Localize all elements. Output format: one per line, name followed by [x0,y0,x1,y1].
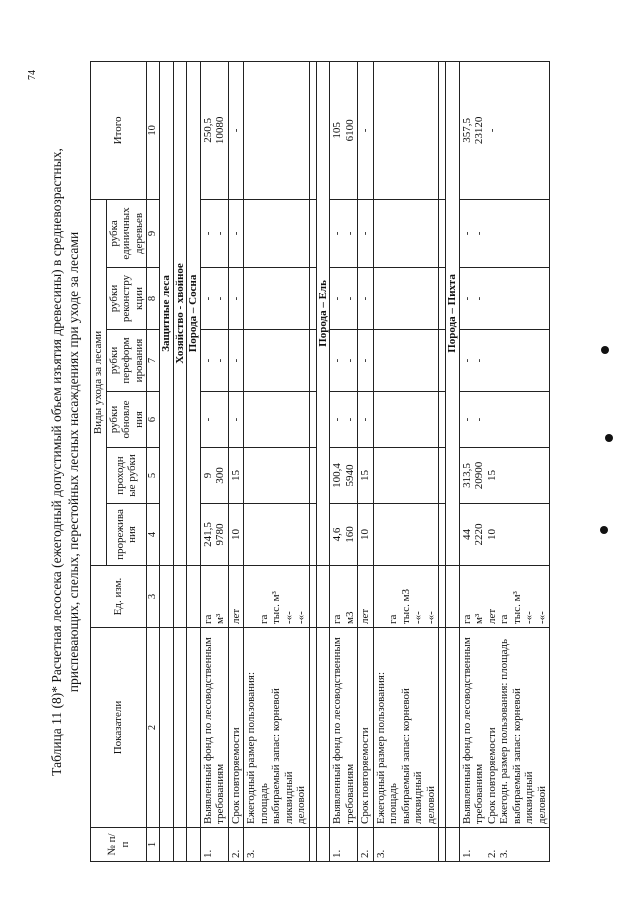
header-num: № п/п [91,828,147,862]
cell-single-tree: - - [459,199,550,267]
row-unit: га тыс. м³ -«- -«- [244,566,310,628]
row-num: 1. [330,828,358,862]
species-spruce: Порода – Ель [316,61,330,565]
cell-reconstruction: - - [330,268,358,330]
species-row [316,61,330,861]
table-title [48,62,82,862]
cell-thinning: 4,6 160 [330,504,358,566]
row-unit: лет [228,566,244,628]
cell-total: - [358,61,374,199]
row-num: 2. [228,828,244,862]
row-unit: лет [358,566,374,628]
species-row [187,61,201,861]
colnum-7: 7 [147,330,160,392]
scan-mark [601,346,609,354]
row-num: 2. [358,828,374,862]
section-farm: Хозяйство - хвойное [173,61,187,565]
header-single-tree-cut: рубка единичных деревьев [106,199,147,267]
colnum-2: 2 [147,628,160,828]
row-unit: га м3 [330,566,358,628]
header-indicator: Показатели [91,628,147,828]
cell-total: 105 6100 [330,61,358,199]
scan-mark [600,526,608,534]
table-row [373,61,439,861]
cell-total: 357,5 23120 - [459,61,550,199]
species-fir: Порода – Пихта [446,61,460,565]
header-thinning: прорежива ния [106,504,147,566]
cell-single-tree: - - [330,199,358,267]
cell-renewal: - [358,392,374,448]
table-row [244,61,310,861]
cell-reconstruction: - - [459,268,550,330]
column-number-row [147,61,160,861]
title-line-2: приспевающих, спелых, перестойных лесных насаждениях при уходе за лесами [66,231,81,693]
cell-renewal: - - [330,392,358,448]
cell-passage: 9 300 [200,448,228,504]
row-indicator: Выявленный фонд по лесоводственным требованиям [330,628,358,828]
cell-thinning: 10 [228,504,244,566]
colnum-4: 4 [147,504,160,566]
cell-reformation: - [228,330,244,392]
cell-passage: 15 [358,448,374,504]
species-pine: Порода – Сосна [187,61,201,565]
header-total: Итого [91,61,147,199]
row-unit: га тыс. м3 -«- -«- [373,566,439,628]
row-indicator: Выявленный фонд по лесоводственным требованиям [200,628,228,828]
table-row [358,61,374,861]
table-row [459,61,550,861]
row-num: 1. 2. 3. [459,828,550,862]
row-indicator: Выявленный фонд по лесоводственным требованиям Срок повторяемости Ежегодн. размер пользования: площадь выбираемый запас: корневой ликвидный деловой [459,628,550,828]
cell-reconstruction: - - [200,268,228,330]
table-row [228,61,244,861]
cell-reconstruction: - [228,268,244,330]
header-care-types: Виды ухода за лесами [91,199,107,565]
cell-single-tree: - [228,199,244,267]
colnum-1: 1 [147,828,160,862]
rotated-page-content [48,62,588,862]
section-row [160,61,174,861]
row-num: 1. [200,828,228,862]
row-indicator: Срок повторяемости [358,628,374,828]
colnum-6: 6 [147,392,160,448]
cell-passage: 313,5 20900 15 [459,448,550,504]
header-passage-cut: проходн ые рубки [106,448,147,504]
row-unit: га м³ [200,566,228,628]
scan-mark [605,434,613,442]
cell-renewal: - - [459,392,550,448]
row-unit: га м³ лет га тыс. м³ -«- -«- [459,566,550,628]
page-number: 74 [27,70,38,80]
row-indicator: Ежегодный размер пользования: площадь выбираемый запас: корневой ликвидный деловой [244,628,310,828]
colnum-9: 9 [147,199,160,267]
cell-passage: 15 [228,448,244,504]
row-num: 3. [373,828,439,862]
cell-reformation: - - [330,330,358,392]
table-row [200,61,228,861]
section-protective: Защитные леса [160,61,174,565]
species-row [446,61,460,861]
cell-thinning: 241,5 9780 [200,504,228,566]
row-indicator: Ежегодный размер пользования: площадь выбираемый запас: корневой ликвидный деловой [373,628,439,828]
cell-total: - [228,61,244,199]
header-row-1 [91,61,107,861]
colnum-10: 10 [147,61,160,199]
section-row [173,61,187,861]
cell-reformation: - - [200,330,228,392]
colnum-3: 3 [147,566,160,628]
colnum-5: 5 [147,448,160,504]
allowable-cut-table [90,61,550,862]
title-line-1: Таблица 11 (8)* Расчетная лесосека (ежегодный допустимый объем изъятия древесины) в средневозрастных, [49,148,64,776]
table-row [330,61,358,861]
cell-renewal: - [200,392,228,448]
cell-reformation: - [358,330,374,392]
colnum-8: 8 [147,268,160,330]
cell-reformation: - - [459,330,550,392]
cell-renewal: - [228,392,244,448]
cell-reconstruction: - [358,268,374,330]
cell-thinning: 44 2220 10 [459,504,550,566]
cell-thinning: 10 [358,504,374,566]
header-renewal-cut: рубки обновле ния [106,392,147,448]
header-unit: Ед. изм. [91,566,147,628]
row-indicator: Срок повторяемости [228,628,244,828]
cell-single-tree: - - [200,199,228,267]
cell-passage: 100,4 5940 [330,448,358,504]
cell-single-tree: - [358,199,374,267]
header-reconstruction-cut: рубки реконстру кции [106,268,147,330]
row-num: 3. [244,828,310,862]
cell-total: 250,5 10080 [200,61,228,199]
header-reformation-cut: рубки переформ ирования [106,330,147,392]
